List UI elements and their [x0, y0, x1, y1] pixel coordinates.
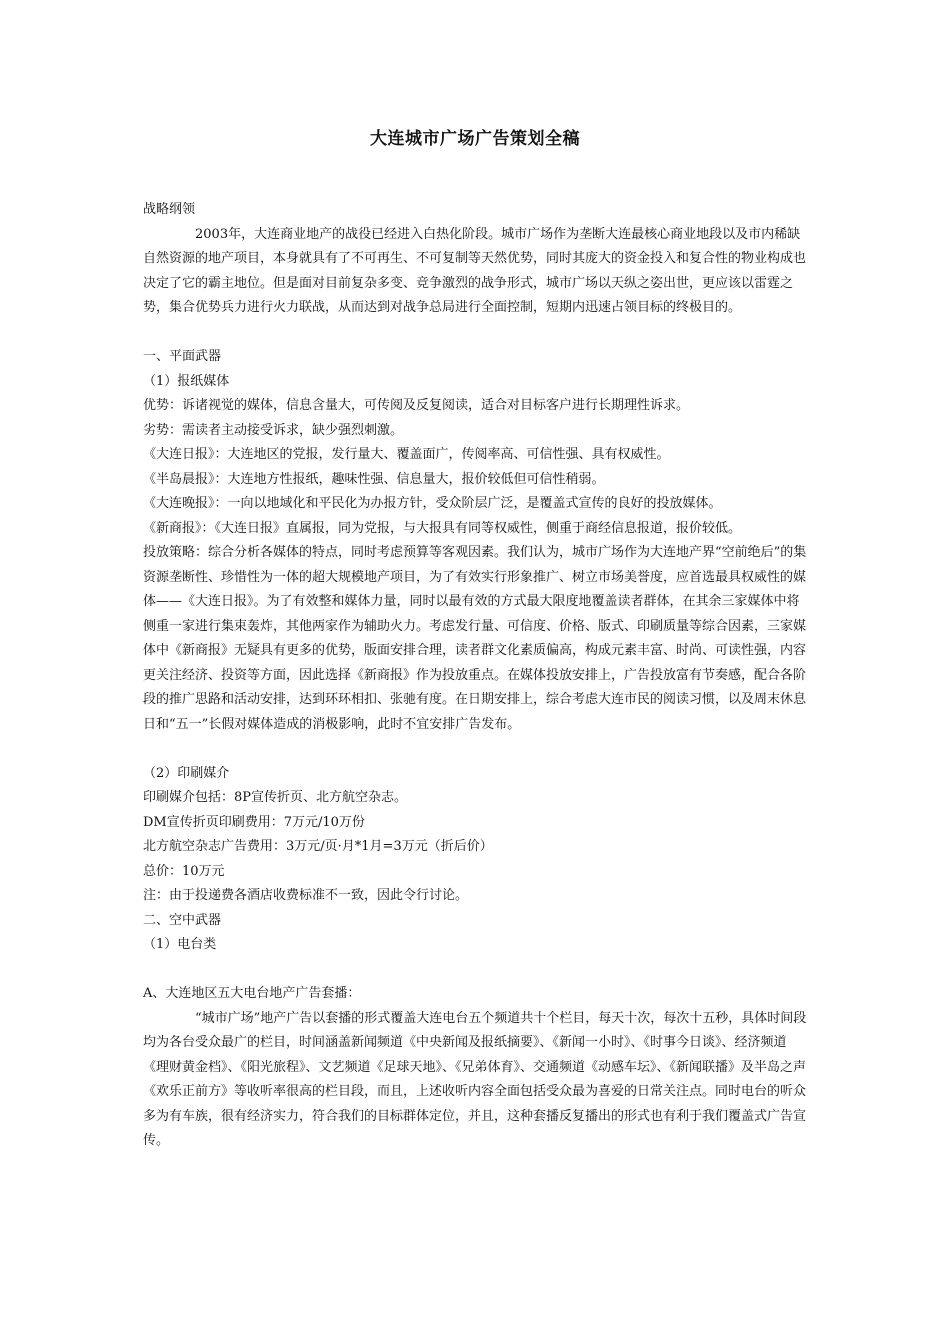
spacer [143, 321, 811, 346]
radio-heading: A、大连地区五大电台地产广告套播： [143, 986, 361, 1001]
spacer [143, 958, 811, 983]
radio-paragraph: “城市广场”地产广告以套播的形式覆盖大连电台五个频道共十个栏目，每天十次，每次十五秒，具体时间段均为各台受众最广的栏目，时间涵盖新闻频道《中央新闻及报纸摘要》、《新闻一小时》、《时事今日谈》、经济频道《理财黄金档》、《阳光旅程》、文艺频道《足球天地》、《兄弟体育》、交通频道《动感车坛》、《新闻联播》及半岛之声《欢乐正前方》等收听率很高的栏目段，而且，上述收听内容全面包括受众最为喜爱的日常关注点。同时电台的听众多为有车族，很有经济实力，符合我们的目标群体定位，并且，这种套播反复播出的形式也有利于我们覆盖式广告宣传。 [143, 1010, 807, 1148]
strategy-paragraph: 2003年，大连商业地产的战役已经进入白热化阶段。城市广场作为垄断大连最核心商业地段以及市内稀缺自然资源的地产项目，本身就具有了不可再生、不可复制等天然优势，同时其庞大的资金投入和复合性的物业构成也决定了它的霸主地位。但是面对目前复杂多变、竞争激烈的战争形式，城市广场以天纵之姿出世，更应该以雷霆之势，集合优势兵力进行火力联战，从而达到对战争总局进行全面控制，短期内迅速占领目标的终极目的。 [143, 226, 807, 315]
spacer [143, 737, 811, 762]
document-body [143, 198, 811, 1154]
printed-line: DM宣传折页印刷费用：7万元/10万份 [143, 814, 365, 830]
newspaper-line: 劣势：需读者主动接受诉求，缺少强烈刺激。 [143, 422, 404, 438]
printed-line: 总价：10万元 [143, 863, 225, 879]
newspaper-line: 《大连日报》：大连地区的党报，发行量大、覆盖面广，传阅率高、可信性强、具有权威性。 [143, 447, 670, 462]
subsection-printed-heading: （2）印刷媒介 [143, 765, 230, 781]
subsection-radio-heading: （1）电台类 [143, 937, 217, 952]
printed-line: 印刷媒介包括：8P宣传折页、北方航空杂志。 [143, 790, 408, 805]
newspaper-line: 《大连晚报》：一向以地域化和平民化为办报方针，受众阶层广泛，是覆盖式宣传的良好的投放媒体。 [143, 496, 722, 511]
document-title: 大连城市广场广告策划全稿 [370, 129, 580, 149]
printed-line: 北方航空杂志广告费用：3万元/页·月*1月=3万元（折后价） [143, 839, 493, 854]
printed-line: 注：由于投递费各酒店收费标准不一致，因此令行讨论。 [143, 888, 469, 903]
section-air-heading: 二、空中武器 [143, 912, 222, 928]
subsection-newspaper-heading: （1）报纸媒体 [143, 373, 230, 389]
investment-strategy-paragraph: 投放策略：综合分析各媒体的特点，同时考虑预算等客观因素。我们认为，城市广场作为大连地产界“空前绝后”的集资源垄断性、珍惜性为一体的超大规模地产项目，为了有效实行形象推广、树立市场美誉度，应首选最具权威性的媒体——《大连日报》。为了有效整和媒体力量，同时以最有效的方式最大限度地覆盖读者群体，在其余三家媒体中将侧重一家进行集束轰炸，其他两家作为辅助火力。考虑发行量、可信度、价格、版式、印刷质量等综合因素，三家媒体中《新商报》无疑具有更多的优势，版面安排合理，读者群文化素质偏高，构成元素丰富、时尚、可读性强，内容更关注经济、投资等方面，因此选择《新商报》作为投放重点。在媒体投放安排上，广告投放富有节奏感，配合各阶段的推广思路和活动安排，达到环环相扣、张驰有度。在日期安排上，综合考虑大连市民的阅读习惯，以及周末休息日和“五一”长假对媒体造成的消极影响，此时不宜安排广告发布。 [143, 545, 807, 732]
section-strategy-heading: 战略纲领 [143, 202, 196, 217]
newspaper-line: 优势：诉诸视觉的媒体，信息含量大，可传阅及反复阅读，适合对目标客户进行长期理性诉求。 [143, 398, 690, 413]
section-print-heading: 一、平面武器 [143, 349, 222, 364]
newspaper-line: 《新商报》：《大连日报》直属报，同为党报，与大报具有同等权威性，侧重于商经信息报道，报价较低。 [143, 520, 742, 536]
newspaper-line: 《半岛晨报》：大连地方性报纸，趣味性强、信息量大，报价较低但可信性稍弱。 [143, 471, 605, 487]
